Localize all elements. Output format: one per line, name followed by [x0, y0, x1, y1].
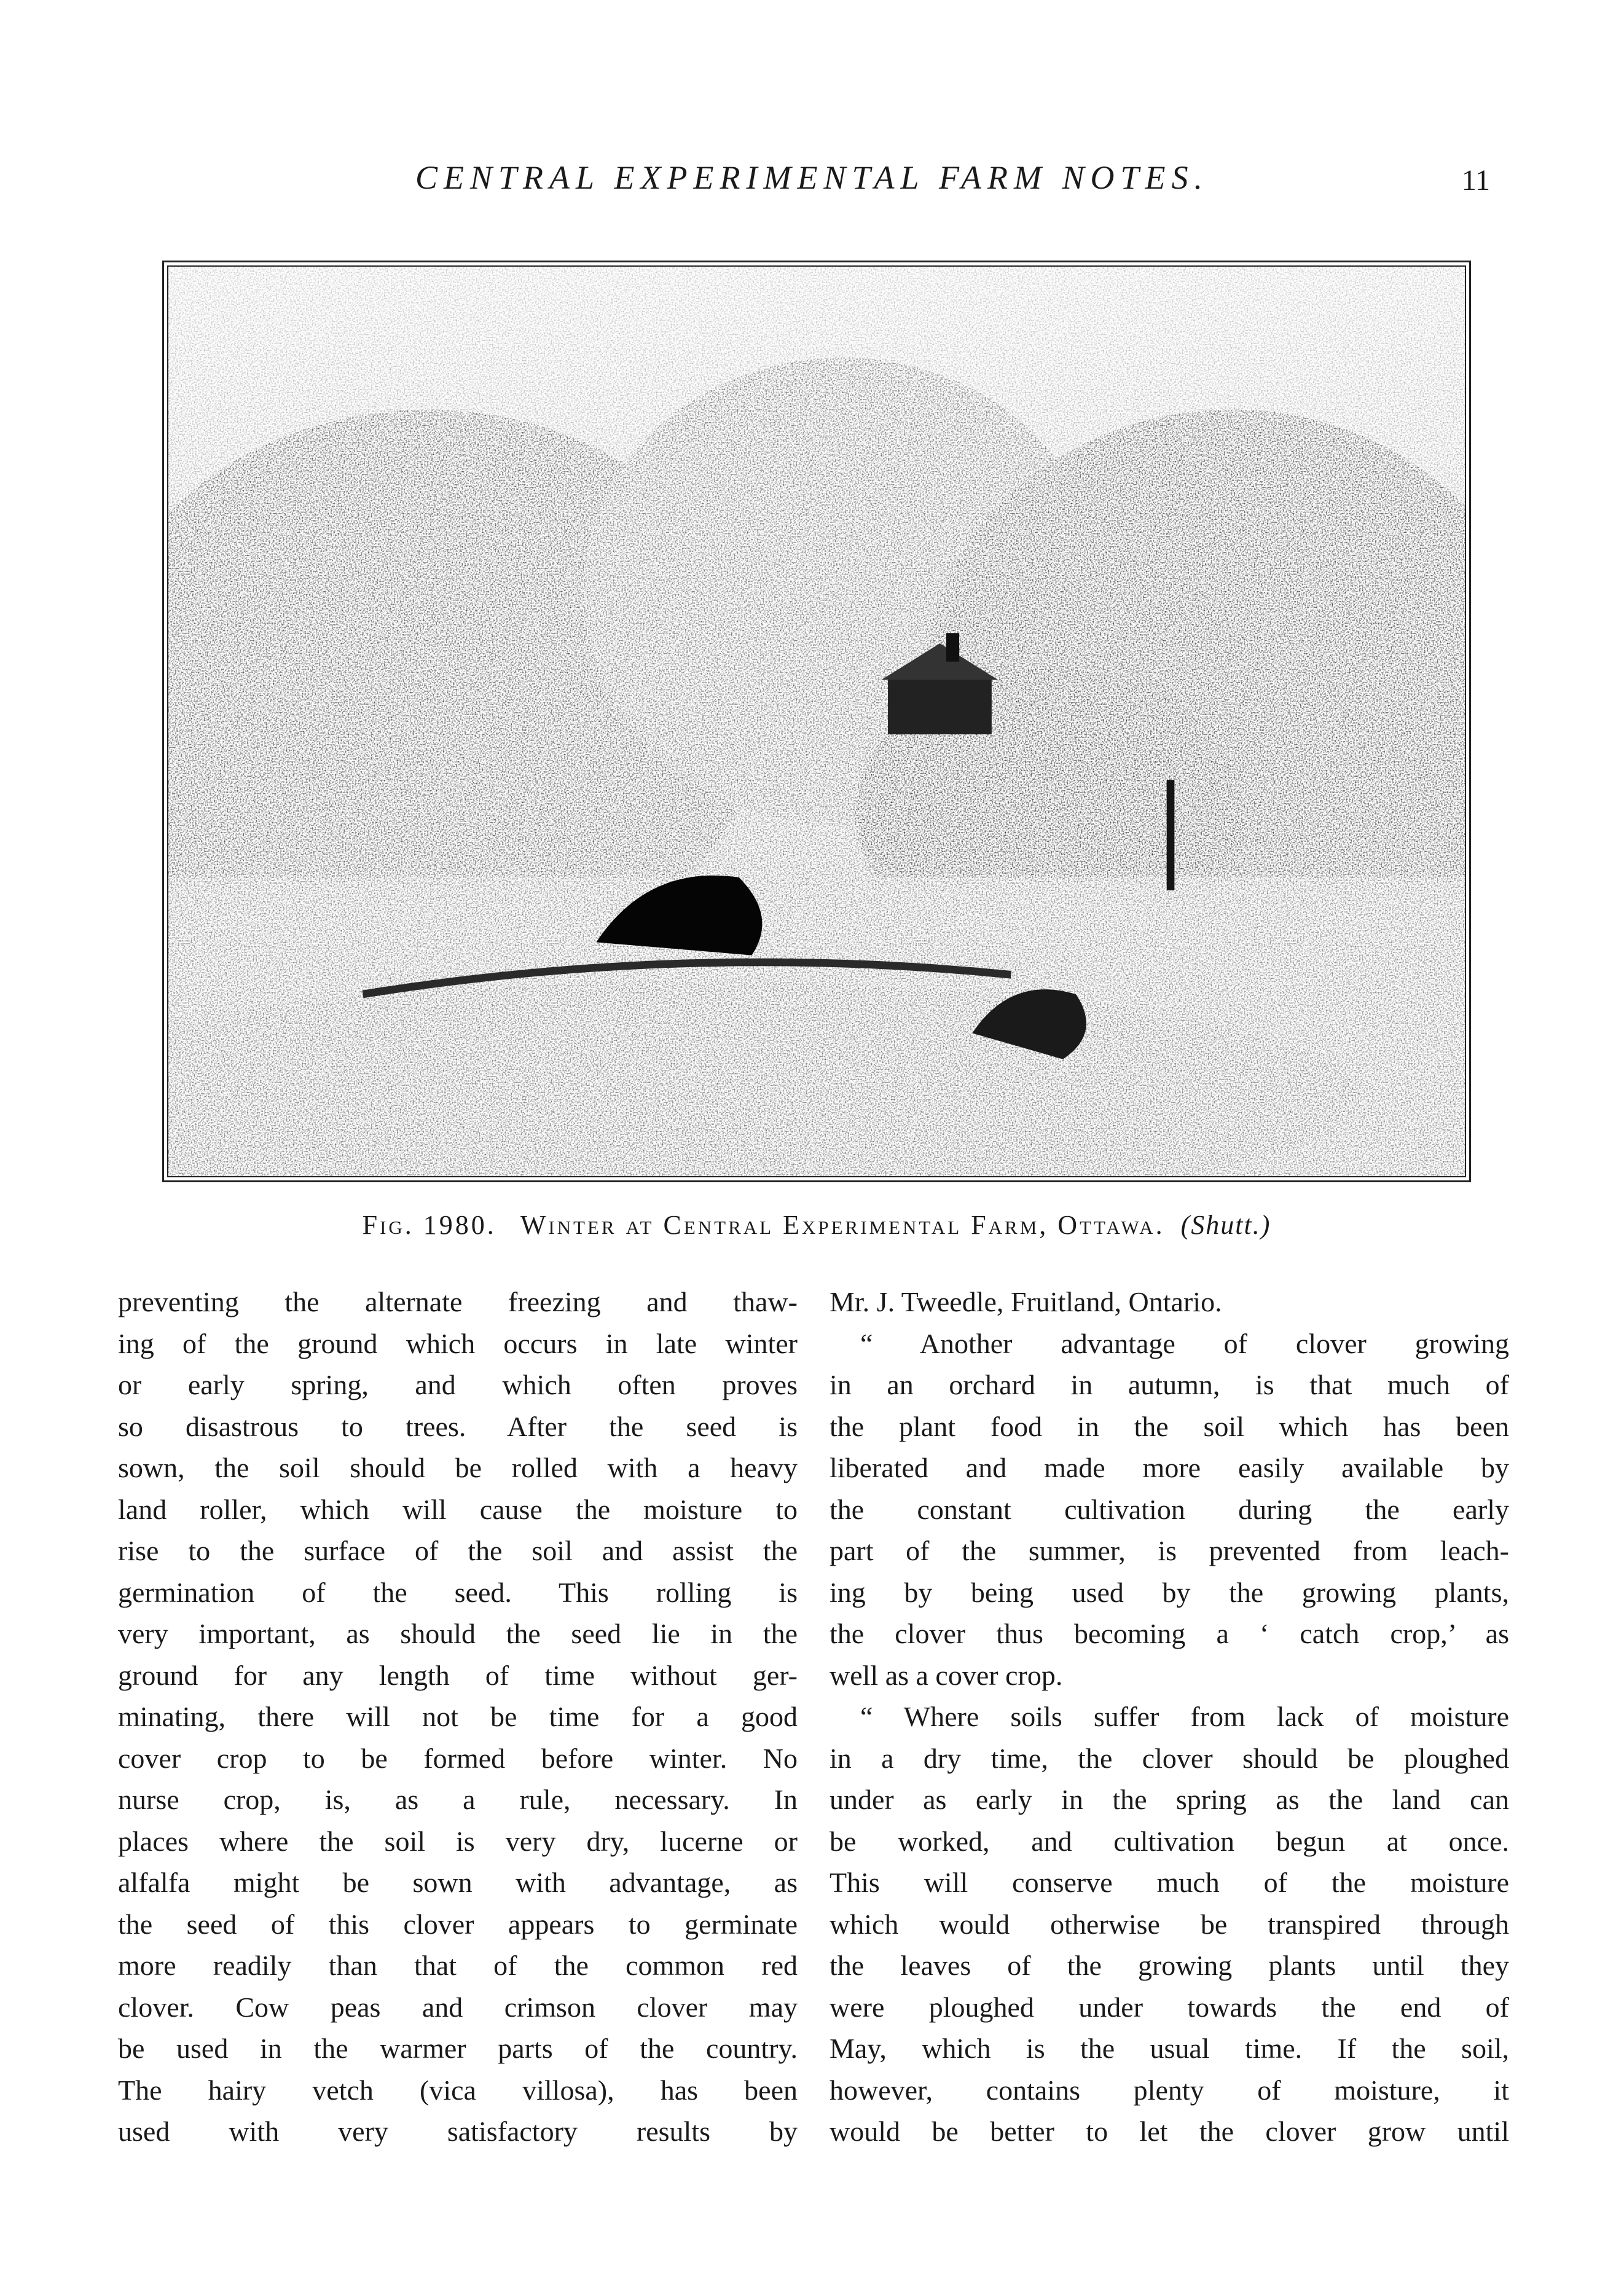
right-column [830, 1281, 1509, 2152]
text-line: in an orchard in autumn, is that much of [830, 1369, 1509, 1400]
text-line: May, which is the usual time. If the soil, [830, 2033, 1509, 2064]
text-line: the seed of this clover appears to germinate [118, 1908, 798, 1940]
text-line: alfalfa might be sown with advantage, as [118, 1867, 798, 1898]
text-line: would be better to let the clover grow until [830, 2116, 1509, 2147]
text-line: under as early in the spring as the land can [830, 1784, 1509, 1815]
figure-image [167, 265, 1466, 1177]
page-number: 11 [1461, 164, 1490, 197]
running-title: CENTRAL EXPERIMENTAL FARM NOTES. [415, 159, 1209, 196]
text-line: “ Another advantage of clover growing [860, 1327, 1509, 1359]
text-line: cover crop to be formed before winter. No [118, 1742, 798, 1774]
tree-trunk [1167, 780, 1175, 890]
text-line: the clover thus becoming a ‘ catch crop,’ as [830, 1618, 1509, 1649]
text-line: well as a cover crop. [830, 1659, 1063, 1691]
page-header [0, 159, 1624, 202]
text-line: The hairy vetch (vica villosa), has been [118, 2074, 798, 2106]
left-column [118, 1281, 798, 2152]
text-line: minating, there will not be time for a good [118, 1701, 798, 1732]
text-line: ing by being used by the growing plants, [830, 1576, 1509, 1608]
text-line: used with very satisfactory results by [118, 2116, 798, 2147]
text-line: Mr. J. Tweedle, Fruitland, Ontario. [830, 1286, 1222, 1317]
text-line: or early spring, and which often proves [118, 1369, 798, 1400]
text-line: the leaves of the growing plants until they [830, 1950, 1509, 1981]
text-line: the constant cultivation during the early [830, 1493, 1509, 1525]
text-line: so disastrous to trees. After the seed is [118, 1410, 798, 1442]
text-line: were ploughed under towards the end of [830, 1991, 1509, 2023]
text-line: rise to the surface of the soil and assist the [118, 1535, 798, 1566]
text-line: more readily than that of the common red [118, 1950, 798, 1981]
text-line: ground for any length of time without ger- [118, 1659, 798, 1691]
text-line: be used in the warmer parts of the country. [118, 2033, 798, 2064]
text-line: preventing the alternate freezing and thaw- [118, 1286, 798, 1317]
text-line: land roller, which will cause the moisture to [118, 1493, 798, 1525]
winter-landscape-illustration [168, 267, 1465, 1176]
caption-title: Winter at Central Experimental Farm, Ottawa. [520, 1210, 1165, 1240]
text-line: places where the soil is very dry, lucerne or [118, 1825, 798, 1857]
caption-author: (Shutt.) [1180, 1210, 1271, 1240]
text-line: very important, as should the seed lie in the [118, 1618, 798, 1649]
text-line: in a dry time, the clover should be ploughed [830, 1742, 1509, 1774]
text-line: sown, the soil should be rolled with a heavy [118, 1452, 798, 1483]
text-line: be worked, and cultivation begun at once. [830, 1825, 1509, 1857]
text-line: nurse crop, is, as a rule, necessary. In [118, 1784, 798, 1815]
caption-label: Fig. 1980. [362, 1210, 496, 1240]
text-line: part of the summer, is prevented from leach- [830, 1535, 1509, 1566]
figure-caption [162, 1209, 1471, 1241]
text-line: liberated and made more easily available by [830, 1452, 1509, 1483]
text-line: the plant food in the soil which has been [830, 1410, 1509, 1442]
text-line: This will conserve much of the moisture [830, 1867, 1509, 1898]
text-line: however, contains plenty of moisture, it [830, 2074, 1509, 2106]
text-line: clover. Cow peas and crimson clover may [118, 1991, 798, 2023]
figure-winter-photo [162, 261, 1471, 1182]
text-line: “ Where soils suffer from lack of moisture [860, 1701, 1509, 1732]
text-line: germination of the seed. This rolling is [118, 1576, 798, 1608]
text-line: ing of the ground which occurs in late winter [118, 1327, 798, 1359]
text-line: which would otherwise be transpired through [830, 1908, 1509, 1940]
